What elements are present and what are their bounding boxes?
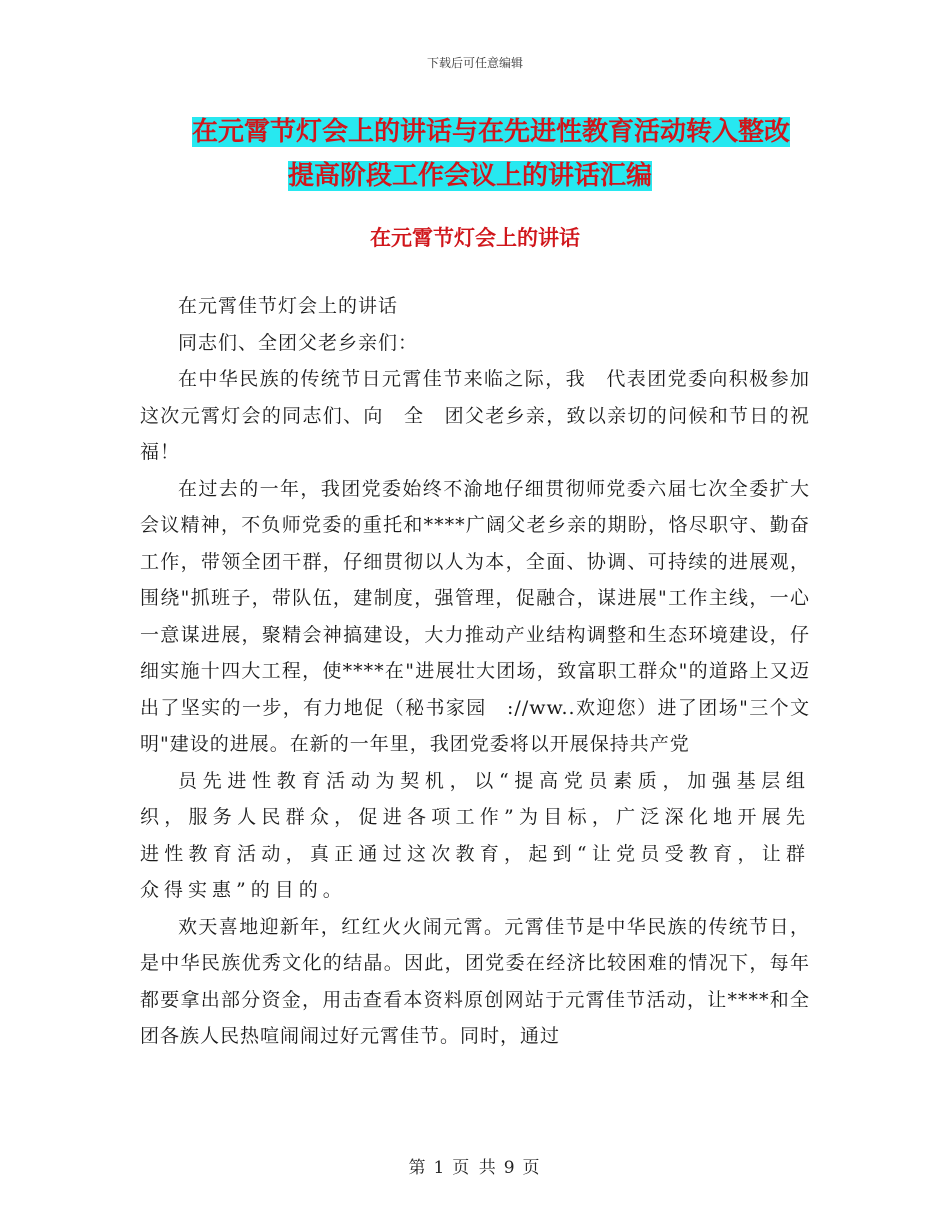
- title-line-1: [140, 110, 820, 154]
- paragraph: 员先进性教育活动为契机，以“提高党员素质，加强基层组织，服务人民群众，促进各项工作”为目标，广泛深化地开展先进性教育活动，真正通过这次教育，起到“让党员受教育，让群众得实惠”的目的。: [140, 769, 810, 901]
- footer-page-number: 1: [433, 1158, 447, 1178]
- paragraph: 欢天喜地迎新年，红红火火闹元霄。元霄佳节是中华民族的传统节日，是中华民族优秀文化的结晶。因此，团党委在经济比较困难的情况下，每年都要拿出部分资金，用击查看本资料原创网站于元霄佳节活动，让****和全团各族人民热喧闹闹过好元霄佳节。同时，通过: [140, 915, 810, 1047]
- title-line-2-text: 提高阶段工作会议上的讲话汇编: [288, 161, 653, 191]
- footer-middle: 页 共: [452, 1158, 498, 1178]
- footer-suffix: 页: [522, 1158, 542, 1178]
- header-note: 下载后可任意编辑: [426, 56, 523, 70]
- paragraph: 在过去的一年，我团党委始终不渝地仔细贯彻师党委六届七次全委扩大会议精神，不负师党委的重托和****广阔父老乡亲的期盼，恪尽职守、勤奋工作，带领全团干群，仔细贯彻以人为本，全面、协调、可持续的进展观，围绕"抓班子，带队伍，建制度，强管理，促融合，谋进展"工作主线，一心一意谋进展，聚精会神搞建设，大力推动产业结构调整和生态环境建设，仔细实施十四大工程，使****在"进展壮大团场，致富职工群众"的道路上又迈出了坚实的一步，有力地促（秘书家园 ://ww..欢迎您）进了团场"三个文明"建设的进展。在新的一年里，我团党委将以开展保持共产党: [140, 477, 810, 755]
- footer-prefix: 第: [408, 1158, 428, 1178]
- section-title: 在元霄节灯会上的讲话: [370, 225, 580, 250]
- paragraph: 同志们、全团父老乡亲们：: [178, 331, 419, 354]
- document-title: [140, 110, 820, 198]
- title-line-1-text: 在元霄节灯会上的讲话与在先进性教育活动转入整改: [192, 117, 791, 147]
- title-line-2: [140, 154, 820, 198]
- paragraph: 在元霄佳节灯会上的讲话: [178, 295, 399, 317]
- footer-total-pages: 9: [503, 1158, 517, 1178]
- page-footer: [0, 1153, 950, 1178]
- body-text: [140, 288, 810, 1055]
- paragraph: 在中华民族的传统节日元霄佳节来临之际，我 代表团党委向积极参加这次元霄灯会的同志们、向 全 团父老乡亲，致以亲切的问候和节日的祝福！: [140, 368, 810, 463]
